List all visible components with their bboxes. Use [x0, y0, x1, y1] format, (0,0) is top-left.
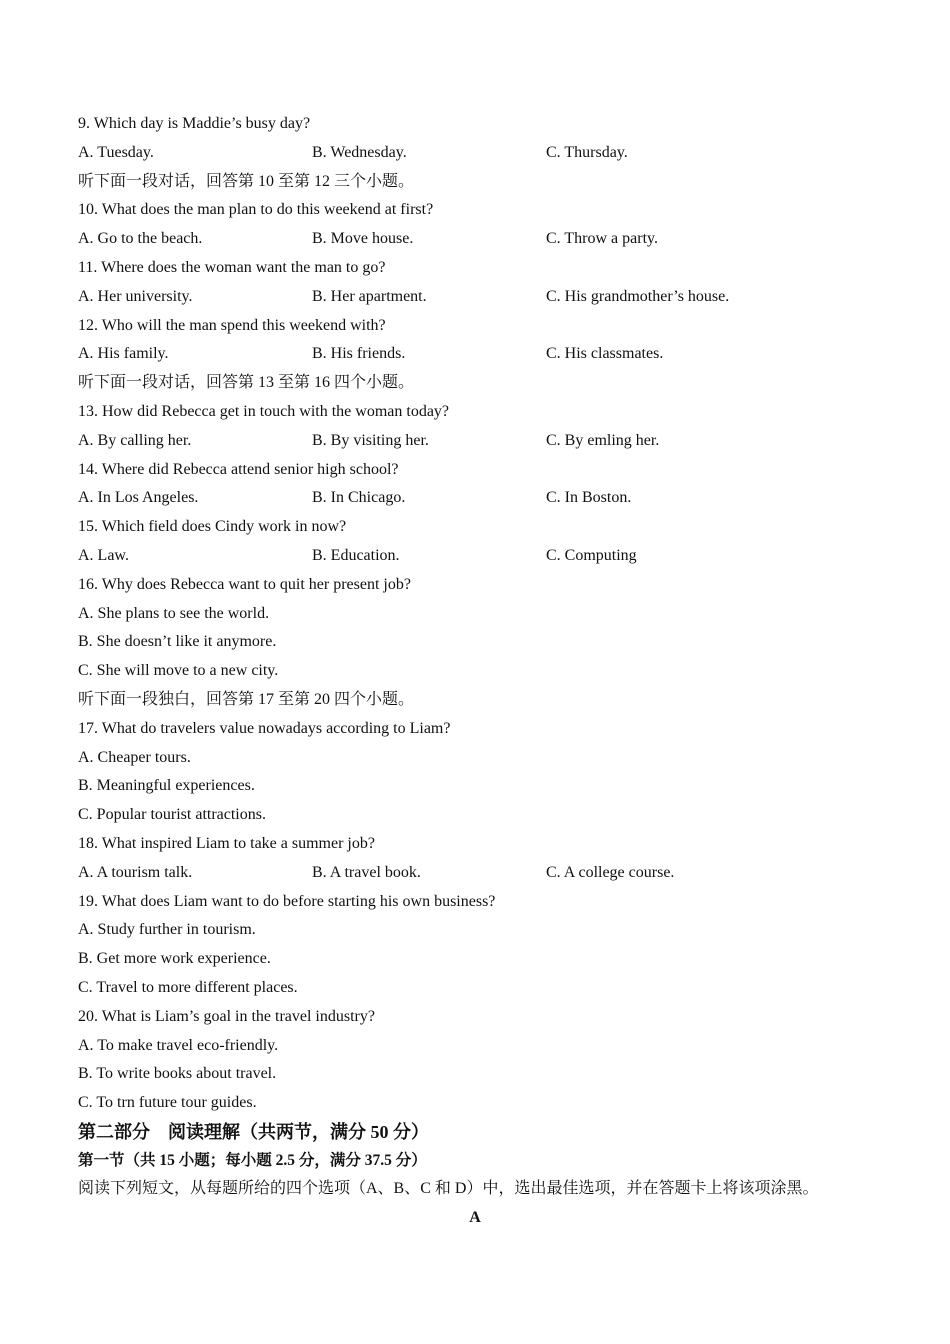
question-16: 16. Why does Rebecca want to quit her present job? [78, 575, 411, 593]
option-a: A. By calling her. [78, 431, 192, 449]
question-9: 9. Which day is Maddie’s busy day? [78, 115, 311, 132]
option-c: C. By emling her. [546, 431, 660, 449]
option-c: C. Throw a party. [546, 230, 658, 248]
reading-instruction: 阅读下列短文，从每题所给的四个选项（A、B、C 和 D）中，选出最佳选项，并在答题卡上将该项涂黑。 [78, 1180, 819, 1198]
options-14 [78, 484, 878, 513]
option-a: A. His family. [78, 345, 169, 363]
option-b: B. Move house. [312, 230, 414, 248]
option-a: A. In Los Angeles. [78, 489, 199, 507]
option-a: A. Law. [78, 546, 129, 564]
question-15: 15. Which field does Cindy work in now? [78, 518, 347, 536]
option-a: A. She plans to see the world. [78, 604, 270, 622]
option-a: A. Go to the beach. [78, 230, 203, 248]
option-a: A. Cheaper tours. [78, 748, 191, 766]
question-20: 20. What is Liam’s goal in the travel industry? [78, 1007, 375, 1025]
option-a: A. To make travel eco-friendly. [78, 1036, 279, 1054]
options-15 [78, 542, 878, 571]
option-b: B. Wednesday. [312, 143, 407, 161]
option-b: B. A travel book. [312, 863, 421, 881]
question-12: 12. Who will the man spend this weekend with? [78, 316, 386, 334]
option-c: C. Popular tourist attractions. [78, 806, 266, 824]
option-b: B. In Chicago. [312, 489, 406, 507]
options-10 [78, 225, 878, 254]
option-a: A. Study further in tourism. [78, 921, 256, 939]
question-10: 10. What does the man plan to do this weekend at first? [78, 201, 434, 219]
option-c: C. A college course. [546, 863, 675, 881]
question-18: 18. What inspired Liam to take a summer job? [78, 834, 375, 852]
option-b: B. To write books about travel. [78, 1065, 277, 1083]
question-17: 17. What do travelers value nowadays according to Liam? [78, 719, 451, 737]
instruction-10-12: 听下面一段对话，回答第 10 至第 12 三个小题。 [78, 172, 415, 190]
part-two-title: 第二部分 阅读理解（共两节，满分 50 分） [78, 1121, 429, 1142]
question-11: 11. Where does the woman want the man to go? [78, 258, 386, 276]
question-14: 14. Where did Rebecca attend senior high school? [78, 460, 399, 478]
option-c: C. His classmates. [546, 345, 664, 363]
option-a: A. Her university. [78, 287, 193, 305]
option-c: C. Travel to more different places. [78, 978, 298, 996]
option-c: C. Computing [546, 546, 637, 564]
options-18 [78, 859, 878, 888]
options-12 [78, 340, 878, 369]
options-13 [78, 427, 878, 456]
options-9 [78, 139, 878, 168]
option-c: C. In Boston. [546, 489, 632, 507]
option-b: B. Her apartment. [312, 287, 427, 305]
instruction-13-16: 听下面一段对话，回答第 13 至第 16 四个小题。 [78, 374, 415, 392]
option-b: B. By visiting her. [312, 431, 429, 449]
option-c: C. She will move to a new city. [78, 662, 279, 680]
page-content [78, 110, 878, 1233]
question-13: 13. How did Rebecca get in touch with the woman today? [78, 402, 450, 420]
question-19: 19. What does Liam want to do before starting his own business? [78, 892, 496, 910]
option-b: B. Get more work experience. [78, 950, 271, 968]
instruction-17-20: 听下面一段独白，回答第 17 至第 20 四个小题。 [78, 690, 415, 708]
options-11 [78, 283, 878, 312]
option-c: C. To trn future tour guides. [78, 1094, 257, 1112]
option-b: B. She doesn’t like it anymore. [78, 633, 277, 651]
option-b: B. Education. [312, 546, 400, 564]
option-b: B. Meaningful experiences. [78, 777, 255, 795]
option-b: B. His friends. [312, 345, 406, 363]
passage-label: A [469, 1209, 481, 1227]
option-c: C. His grandmother’s house. [546, 287, 730, 305]
option-a: A. A tourism talk. [78, 863, 193, 881]
section-one-title: 第一节（共 15 小题；每小题 2.5 分，满分 37.5 分） [78, 1151, 427, 1169]
option-a: A. Tuesday. [78, 143, 154, 161]
option-c: C. Thursday. [546, 143, 628, 161]
